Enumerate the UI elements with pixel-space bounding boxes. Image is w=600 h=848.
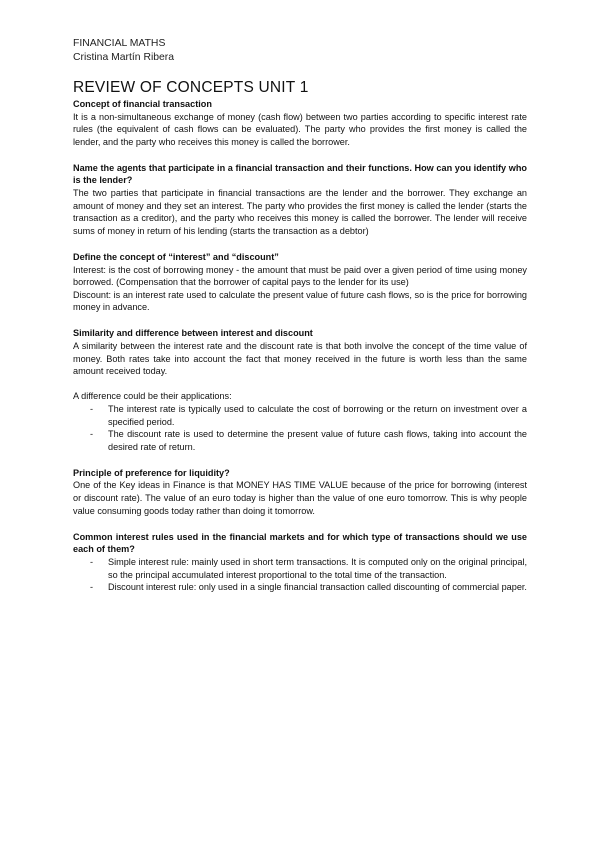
section-heading: Name the agents that participate in a financial transaction and their functions. How can you identify who is the lender? (73, 162, 527, 186)
author-header: Cristina Martín Ribera (73, 52, 175, 63)
section-interest-discount (73, 251, 527, 314)
course-header: FINANCIAL MATHS (73, 38, 166, 49)
section-similarity-difference (73, 327, 527, 453)
bullet-list (73, 403, 527, 453)
section-paragraph: A similarity between the interest rate and the discount rate is that both involve the concept of the time value of money. Both rates take into account the fact that money received in the future is worth less than the same amount received today. (73, 341, 527, 377)
section-paragraph: Discount: is an interest rate used to calculate the present value of future cash flows, so is the price for borrowing money in advance. (73, 289, 527, 313)
bullet-list (73, 556, 527, 594)
section-paragraph: One of the Key ideas in Finance is that MONEY HAS TIME VALUE because of the price for borrowing (interest or discount rate). The value of an euro today is higher than the value of one euro tomorrow. This is why people value consuming goods today rather than doing it tomorrow. (73, 480, 527, 516)
section-heading: Principle of preference for liquidity? (73, 467, 230, 478)
section-paragraph: The two parties that participate in financial transactions are the lender and the borrower. They exchange an amount of money and they set an interest. The party who provides the first money is called the lender (starts the transaction as a creditor), and the party who receives this money is called the borrower. The lender will receive sums of money in return of his lending (starts the transaction as a debtor) (73, 188, 527, 236)
document-body (73, 98, 527, 594)
section-paragraph: It is a non-simultaneous exchange of money (cash flow) between two parties according to specific interest rate rules (the equivalent of cash flows can be evaluated). The party who provides the first money is called the lender, and the party who receives this money is called the borrower. (73, 111, 527, 147)
section-financial-transaction (73, 98, 527, 148)
section-agents (73, 162, 527, 238)
list-item: - Simple interest rule: mainly used in short term transactions. It is computed only on the original principal, so the principal accumulated interest proportional to the total time of the transaction. (108, 556, 527, 581)
list-item: - The interest rate is typically used to calculate the cost of borrowing or the return on investment over a specified period. (108, 403, 527, 428)
page-title: REVIEW OF CONCEPTS UNIT 1 (73, 79, 309, 96)
section-heading: Concept of financial transaction (73, 99, 212, 109)
section-interest-rules (73, 531, 527, 594)
list-item: - The discount rate is used to determine the present value of future cash flows, taking into account the desired rate of return. (108, 428, 527, 453)
section-paragraph: A difference could be their applications: (73, 391, 232, 402)
section-heading: Define the concept of “interest” and “discount” (73, 251, 279, 262)
section-heading: Similarity and difference between interest and discount (73, 328, 313, 339)
section-heading: Common interest rules used in the financial markets and for which type of transactions should we use each of them? (73, 531, 527, 555)
section-paragraph: Interest: is the cost of borrowing money - the amount that must be paid over a given period of time using money borrowed. (Compensation that the borrower of capital pays to the lender for its use) (73, 264, 527, 288)
list-item: - Discount interest rule: only used in a single financial transaction called discounting of commercial paper. (108, 581, 527, 594)
section-liquidity-preference (73, 467, 527, 517)
